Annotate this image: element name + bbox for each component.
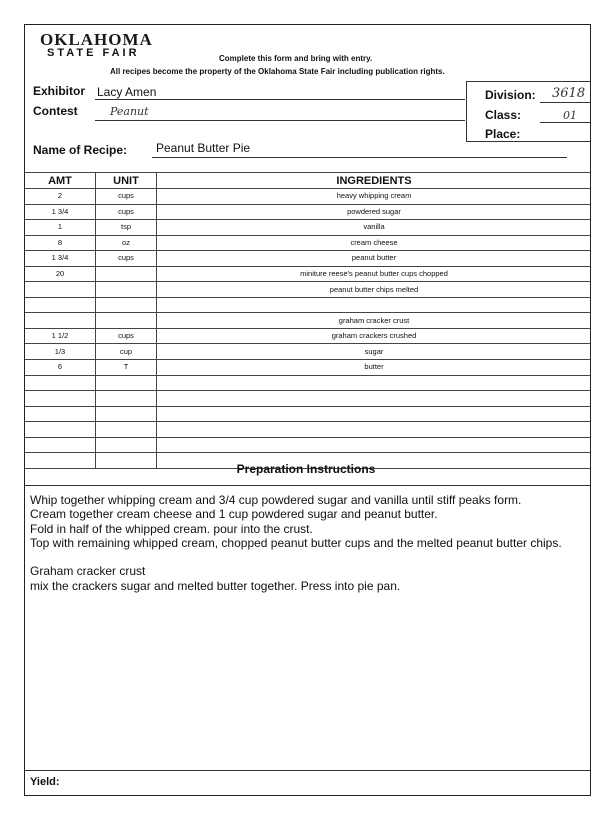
ingredient-amt[interactable]: 1 [25,220,96,236]
instruction-note: Complete this form and bring with entry. [219,54,373,63]
ingredient-unit[interactable]: T [96,360,157,376]
ingredient-name[interactable] [157,375,592,391]
ingredient-row [25,344,591,360]
ingredient-name[interactable]: peanut butter chips melted [157,282,592,298]
preparation-text [30,493,580,593]
ingredient-name[interactable]: powdered sugar [157,204,592,220]
place-label: Place: [485,127,521,141]
ingredient-name[interactable]: cream cheese [157,235,592,251]
ingredient-row [25,189,591,205]
preparation-line: mix the crackers sugar and melted butter together. Press into pie pan. [30,578,401,593]
ingredient-name[interactable]: peanut butter [157,251,592,267]
ingredient-name[interactable] [157,406,592,422]
ingredient-amt[interactable] [25,313,96,329]
ingredient-name[interactable] [157,437,592,453]
ingredient-name[interactable]: vanilla [157,220,592,236]
ingredient-name[interactable]: butter [157,360,592,376]
recipe-name-value[interactable]: Peanut Butter Pie [156,141,251,155]
preparation-line: Graham cracker crust [30,564,146,579]
ingredient-unit[interactable]: cups [96,251,157,267]
unit-header: UNIT [96,173,157,189]
ingredient-row [25,204,591,220]
ingredient-unit[interactable] [96,437,157,453]
ingredient-unit[interactable]: cups [96,204,157,220]
recipe-name-label: Name of Recipe: [33,143,128,157]
ingredient-name[interactable] [157,297,592,313]
class-underline [540,122,590,123]
yield-label: Yield: [30,776,60,788]
ingredients-header: INGREDIENTS [157,173,592,189]
ingredient-amt[interactable]: 6 [25,360,96,376]
ingredient-amt[interactable] [25,437,96,453]
ingredient-name[interactable]: sugar [157,344,592,360]
ingredient-unit[interactable] [96,375,157,391]
exhibitor-label: Exhibitor [33,84,86,98]
ingredient-amt[interactable]: 8 [25,235,96,251]
ingredient-row [25,266,591,282]
ingredient-unit[interactable] [96,282,157,298]
ingredient-row [25,437,591,453]
ingredient-unit[interactable] [96,422,157,438]
ingredient-amt[interactable]: 1 3/4 [25,251,96,267]
ingredient-row [25,297,591,313]
yield-divider [25,770,591,771]
ingredient-amt[interactable] [25,375,96,391]
ingredient-row [25,375,591,391]
ingredient-unit[interactable] [96,297,157,313]
ingredient-row [25,422,591,438]
ingredient-amt[interactable] [25,422,96,438]
class-value[interactable]: 01 [563,109,577,122]
ingredient-amt[interactable] [25,282,96,298]
recipe-name-underline [152,157,567,158]
ingredient-row [25,282,591,298]
division-value[interactable]: 3618 [552,86,586,101]
ingredient-unit[interactable] [96,313,157,329]
ingredient-row [25,391,591,407]
preparation-divider [25,485,591,486]
contest-value[interactable]: Peanut [110,105,149,118]
class-label: Class: [485,108,522,122]
contest-underline [95,120,465,121]
ingredient-row [25,251,591,267]
fair-logo-title: OKLAHOMA [40,30,153,49]
ingredient-unit[interactable] [96,406,157,422]
ingredient-row [25,313,591,329]
division-underline [540,102,590,103]
ingredient-unit[interactable]: cup [96,344,157,360]
ingredient-amt[interactable]: 1 1/2 [25,328,96,344]
ingredient-name[interactable]: heavy whipping cream [157,189,592,205]
preparation-title: Preparation Instructions [236,462,376,476]
ingredient-row [25,220,591,236]
preparation-line: Whip together whipping cream and 3/4 cup powdered sugar and vanilla until stiff peaks form. [30,493,522,507]
fair-logo-subtitle: STATE FAIR [47,47,140,59]
division-label: Division: [485,88,536,102]
contest-label: Contest [33,104,78,118]
ingredient-row [25,235,591,251]
ingredient-unit[interactable] [96,391,157,407]
ingredient-name[interactable] [157,391,592,407]
ingredient-amt[interactable]: 2 [25,189,96,205]
ingredient-amt[interactable]: 20 [25,266,96,282]
preparation-line: Fold in half of the whipped cream. pour into the crust. [30,521,313,536]
rights-note: All recipes become the property of the Oklahoma State Fair including publication rights. [110,67,445,76]
ingredient-unit[interactable]: oz [96,235,157,251]
ingredients-table [25,172,591,469]
preparation-line: Top with remaining whipped cream, chopped peanut butter cups and the melted peanut butter chips. [30,535,562,550]
ingredient-row [25,328,591,344]
ingredient-row [25,360,591,376]
ingredient-unit[interactable]: tsp [96,220,157,236]
ingredient-amt[interactable]: 1/3 [25,344,96,360]
exhibitor-underline [95,99,465,100]
ingredient-name[interactable]: graham cracker crust [157,313,592,329]
ingredient-row [25,406,591,422]
ingredient-unit[interactable]: cups [96,189,157,205]
ingredient-unit[interactable]: cups [96,328,157,344]
ingredient-amt[interactable] [25,297,96,313]
ingredient-name[interactable]: miniture reese's peanut butter cups chopped [157,266,592,282]
ingredient-amt[interactable]: 1 3/4 [25,204,96,220]
ingredient-name[interactable]: graham crackers crushed [157,328,592,344]
ingredient-name[interactable] [157,422,592,438]
preparation-line: Cream together cream cheese and 1 cup powdered sugar and peanut butter. [30,507,438,522]
exhibitor-value[interactable]: Lacy Amen [97,85,157,99]
ingredient-unit[interactable] [96,266,157,282]
preparation-line [30,550,580,564]
amt-header: AMT [25,173,96,189]
ingredients-header-row [25,173,591,189]
ingredient-amt[interactable] [25,406,96,422]
ingredient-amt[interactable] [25,391,96,407]
